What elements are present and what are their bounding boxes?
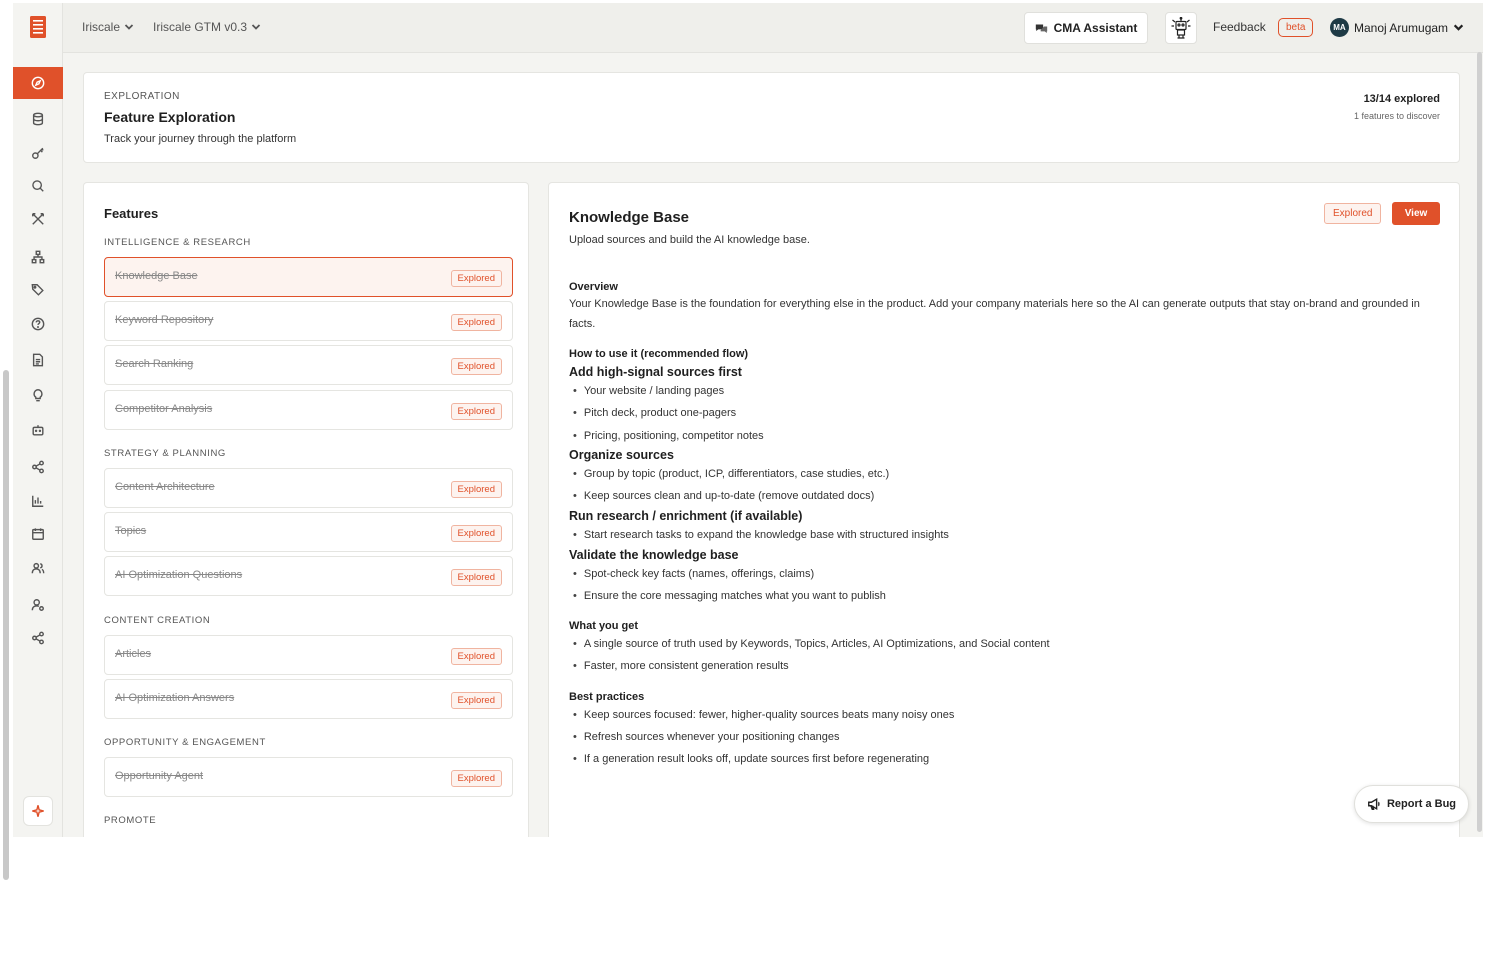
lightbulb-icon bbox=[31, 388, 45, 402]
sidebar-item-topics[interactable] bbox=[13, 274, 63, 306]
user-name: Manoj Arumugam bbox=[1354, 20, 1449, 35]
robot-mascot-button[interactable] bbox=[1165, 12, 1197, 44]
top-bar bbox=[63, 3, 1483, 53]
overview-heading: Overview bbox=[569, 281, 618, 293]
status-badge: Explored bbox=[451, 525, 503, 542]
app-window bbox=[13, 3, 1483, 837]
sidebar-item-calendar[interactable] bbox=[13, 518, 63, 550]
search-icon bbox=[31, 179, 45, 193]
feature-item-articles[interactable] bbox=[104, 635, 513, 675]
step-title: Add high-signal sources first bbox=[569, 365, 742, 379]
what-you-get-heading: What you get bbox=[569, 620, 639, 632]
overview-text: Your Knowledge Base is the foundation for everything else in the product. Add your company materials here so the AI can generate outputs that stay on-brand and grounded in facts. bbox=[569, 298, 1420, 330]
section-label: OPPORTUNITY & ENGAGEMENT bbox=[104, 737, 266, 748]
status-badge: Explored bbox=[1324, 203, 1381, 224]
help-icon bbox=[31, 317, 45, 331]
status-badge: Explored bbox=[451, 403, 503, 420]
feature-item-ai-optimization-questions[interactable] bbox=[104, 556, 513, 596]
project-switcher[interactable] bbox=[153, 20, 261, 34]
feature-name: Articles bbox=[115, 648, 152, 660]
status-badge: Explored bbox=[451, 648, 503, 665]
beta-badge: beta bbox=[1278, 18, 1313, 37]
feature-name: Competitor Analysis bbox=[115, 403, 213, 415]
megaphone-icon bbox=[1367, 797, 1381, 811]
workspace-label: Iriscale bbox=[82, 20, 121, 34]
document-icon bbox=[31, 353, 45, 367]
list-item: • Spot-check key facts (names, offerings, claims) bbox=[573, 568, 814, 580]
database-icon bbox=[31, 112, 45, 126]
main-scrollbar[interactable] bbox=[1477, 52, 1482, 832]
detail-title: Knowledge Base bbox=[569, 209, 690, 226]
sidebar bbox=[13, 3, 63, 837]
sidebar-item-account[interactable] bbox=[13, 589, 63, 621]
section-label: PROMOTE bbox=[104, 815, 157, 826]
features-panel bbox=[83, 182, 529, 837]
report-bug-label: Report a Bug bbox=[1386, 798, 1457, 810]
sidebar-item-answers[interactable] bbox=[13, 379, 63, 411]
section-label: STRATEGY & PLANNING bbox=[104, 448, 226, 459]
feature-item-keyword-repository[interactable] bbox=[104, 301, 513, 341]
list-item: • Keep sources focused: fewer, higher-quality sources beats many noisy ones bbox=[573, 709, 954, 721]
list-item: • Keep sources clean and up-to-date (remove outdated docs) bbox=[573, 490, 874, 502]
page-eyebrow: EXPLORATION bbox=[104, 91, 180, 102]
feature-name: AI Optimization Answers bbox=[115, 692, 235, 704]
app-logo[interactable] bbox=[29, 15, 47, 39]
sidebar-item-exploration[interactable] bbox=[13, 67, 63, 99]
exploration-header-card bbox=[83, 72, 1460, 163]
list-item: • Start research tasks to expand the knowledge base with structured insights bbox=[573, 529, 949, 541]
key-icon bbox=[31, 146, 45, 160]
status-badge: Explored bbox=[451, 692, 503, 709]
section-label: CONTENT CREATION bbox=[104, 615, 211, 626]
chevron-down-icon bbox=[251, 22, 261, 32]
features-title: Features bbox=[104, 206, 159, 221]
cma-assistant-button[interactable] bbox=[1024, 12, 1148, 44]
feature-name: Search Ranking bbox=[115, 358, 194, 370]
feature-name: Opportunity Agent bbox=[115, 770, 204, 782]
user-settings-icon bbox=[31, 598, 45, 612]
bar-chart-icon bbox=[31, 494, 45, 508]
sidebar-item-integrations[interactable] bbox=[13, 622, 63, 654]
robot-icon bbox=[31, 423, 45, 437]
list-item: • A single source of truth used by Keywords, Topics, Articles, AI Optimizations, and Social content bbox=[573, 638, 1050, 650]
page-subtitle: Track your journey through the platform bbox=[104, 133, 297, 145]
feature-name: Content Architecture bbox=[115, 481, 215, 493]
share-icon bbox=[31, 460, 45, 474]
calendar-icon bbox=[31, 527, 45, 541]
feature-item-topics[interactable] bbox=[104, 512, 513, 552]
explored-count: 13/14 explored bbox=[1363, 93, 1440, 105]
users-icon bbox=[31, 561, 45, 575]
feature-item-content-architecture[interactable] bbox=[104, 468, 513, 508]
feature-name: Topics bbox=[115, 525, 147, 537]
sitemap-icon bbox=[31, 250, 45, 264]
list-item: • If a generation result looks off, update sources first before regenerating bbox=[573, 753, 929, 765]
feature-name: Knowledge Base bbox=[115, 270, 198, 282]
page-title: Feature Exploration bbox=[104, 109, 236, 125]
feature-item-search-ranking[interactable] bbox=[104, 345, 513, 385]
feedback-link[interactable]: Feedback bbox=[1213, 20, 1266, 34]
compass-icon bbox=[31, 76, 45, 90]
list-item: • Pitch deck, product one-pagers bbox=[573, 407, 736, 419]
sidebar-item-questions[interactable] bbox=[13, 308, 63, 340]
chevron-down-icon bbox=[1453, 22, 1464, 33]
detail-subtitle: Upload sources and build the AI knowledge base. bbox=[569, 234, 810, 246]
network-icon bbox=[31, 631, 45, 645]
list-item: • Refresh sources whenever your positioning changes bbox=[573, 731, 839, 743]
sidebar-item-social[interactable] bbox=[13, 451, 63, 483]
feature-item-knowledge-base[interactable] bbox=[104, 257, 513, 297]
feature-name: Keyword Repository bbox=[115, 314, 214, 326]
sidebar-item-content-architecture[interactable] bbox=[13, 241, 63, 273]
features-to-discover: 1 features to discover bbox=[1353, 111, 1440, 121]
step-title: Run research / enrichment (if available) bbox=[569, 509, 803, 523]
workspace-switcher[interactable] bbox=[82, 20, 134, 34]
outer-scrollbar[interactable] bbox=[3, 370, 9, 880]
list-item: • Pricing, positioning, competitor notes bbox=[573, 430, 764, 442]
feature-name: AI Optimization Questions bbox=[115, 569, 243, 581]
chevron-down-icon bbox=[124, 22, 134, 32]
tags-icon bbox=[31, 283, 45, 297]
how-to-heading: How to use it (recommended flow) bbox=[569, 348, 749, 360]
chat-icon bbox=[1035, 22, 1048, 35]
sidebar-item-knowledge-base[interactable] bbox=[13, 103, 63, 135]
tools-icon bbox=[31, 212, 45, 226]
view-button[interactable]: View bbox=[1392, 202, 1440, 225]
report-bug-button[interactable] bbox=[1354, 785, 1469, 823]
list-item: • Your website / landing pages bbox=[573, 385, 724, 397]
list-item: • Ensure the core messaging matches what you want to publish bbox=[573, 590, 886, 602]
ai-sparkle-button[interactable] bbox=[23, 796, 53, 826]
feature-item-ai-optimization-answers[interactable] bbox=[104, 679, 513, 719]
sidebar-item-analytics[interactable] bbox=[13, 485, 63, 517]
feature-item-opportunity-agent[interactable] bbox=[104, 757, 513, 797]
status-badge: Explored bbox=[451, 770, 503, 787]
sidebar-item-competitors[interactable] bbox=[13, 203, 63, 235]
list-item: • Faster, more consistent generation results bbox=[573, 660, 789, 672]
avatar: MA bbox=[1330, 18, 1349, 37]
cma-assistant-label: CMA Assistant bbox=[1053, 21, 1138, 35]
sidebar-item-team[interactable] bbox=[13, 552, 63, 584]
project-label: Iriscale GTM v0.3 bbox=[153, 20, 248, 34]
best-practices-heading: Best practices bbox=[569, 691, 645, 703]
sidebar-item-search-ranking[interactable] bbox=[13, 170, 63, 202]
status-badge: Explored bbox=[451, 569, 503, 586]
status-badge: Explored bbox=[451, 358, 503, 375]
status-badge: Explored bbox=[451, 481, 503, 498]
sidebar-item-articles[interactable] bbox=[13, 344, 63, 376]
status-badge: Explored bbox=[451, 270, 503, 287]
section-label: INTELLIGENCE & RESEARCH bbox=[104, 237, 251, 248]
status-badge: Explored bbox=[451, 314, 503, 331]
feature-detail-panel bbox=[548, 182, 1460, 837]
robot-mascot-icon bbox=[1171, 17, 1191, 39]
sparkle-icon bbox=[31, 804, 45, 818]
feature-item-competitor-analysis[interactable] bbox=[104, 390, 513, 430]
sidebar-item-opportunity-agent[interactable] bbox=[13, 414, 63, 446]
step-title: Validate the knowledge base bbox=[569, 548, 739, 562]
user-menu[interactable] bbox=[1330, 18, 1464, 37]
list-item: • Group by topic (product, ICP, differentiators, case studies, etc.) bbox=[573, 468, 889, 480]
sidebar-item-keywords[interactable] bbox=[13, 137, 63, 169]
step-title: Organize sources bbox=[569, 448, 674, 462]
